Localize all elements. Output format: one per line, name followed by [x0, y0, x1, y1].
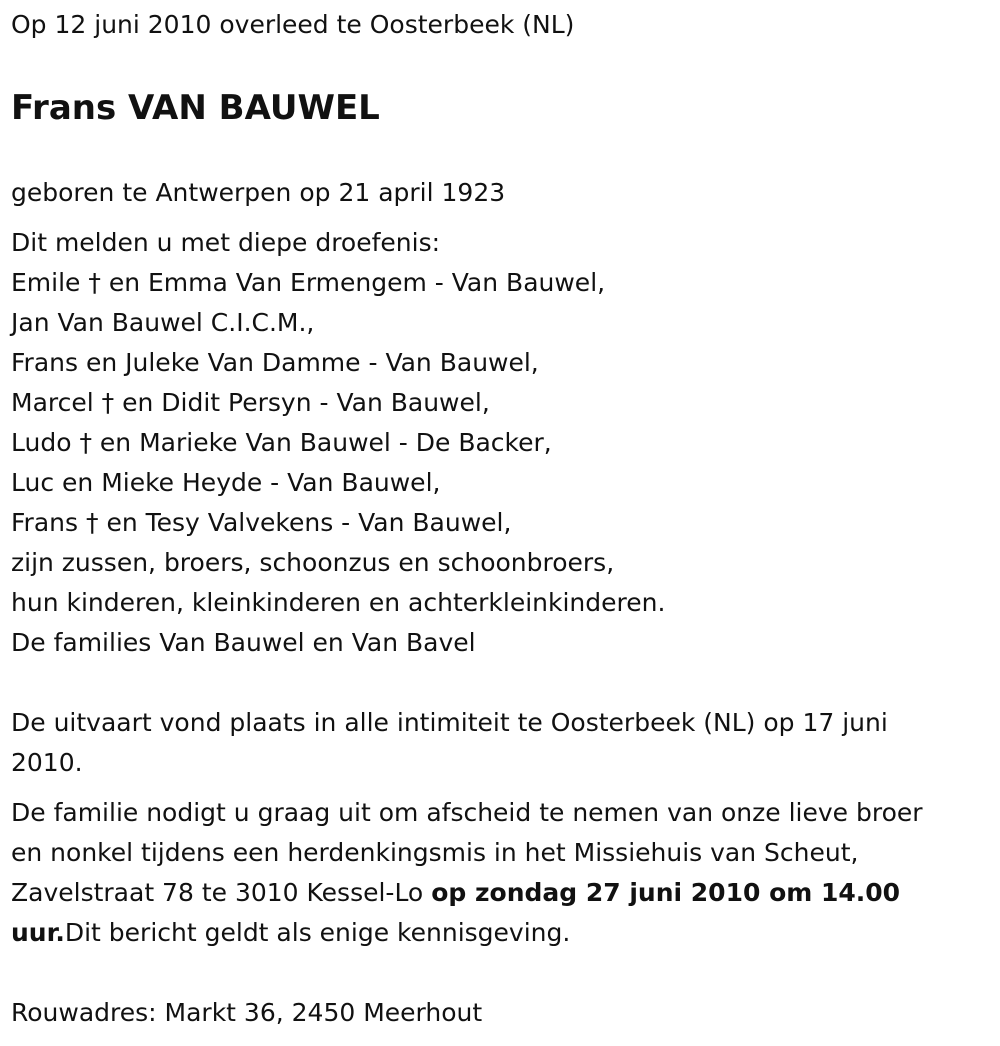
memorial-line: [11, 913, 570, 953]
deceased-name: Frans VAN BAUWEL: [11, 88, 380, 128]
funeral-line: De uitvaart vond plaats in alle intimiteit te Oosterbeek (NL) op 17 juni: [11, 708, 888, 737]
memorial-line: en nonkel tijdens een herdenkingsmis in het Missiehuis van Scheut,: [11, 838, 859, 867]
mourners-intro: Dit melden u met diepe droefenis:: [11, 228, 441, 257]
mourner-text: en Emma Van Ermengem - Van Bauwel,: [108, 268, 606, 297]
notice-statement: Dit bericht geldt als enige kennisgeving.: [64, 918, 571, 947]
mourner-line: [11, 583, 665, 623]
mourner-line: [11, 503, 511, 543]
mourner-text: Frans: [11, 508, 79, 537]
mourner-text: Jan Van Bauwel C.I.C.M.,: [11, 308, 315, 337]
funeral-line: 2010.: [11, 748, 83, 777]
mourning-address: Rouwadres: Markt 36, 2450 Meerhout: [11, 998, 483, 1027]
mourner-text: Emile: [11, 268, 81, 297]
cross-icon: †: [79, 428, 92, 457]
cross-icon: †: [85, 508, 99, 537]
mourner-text: en Didit Persyn - Van Bauwel,: [122, 388, 490, 417]
memorial-line: De familie nodigt u graag uit om afscheid te nemen van onze lieve broer: [11, 798, 923, 827]
mourner-line: [11, 303, 314, 343]
mourner-text: en Marieke Van Bauwel - De Backer,: [99, 428, 552, 457]
mourner-line: [11, 383, 490, 423]
death-line: Op 12 juni 2010 overleed te Oosterbeek (NL): [11, 10, 575, 39]
mourner-text: Marcel: [11, 388, 94, 417]
mourner-text: hun kinderen, kleinkinderen en achterkleinkinderen.: [11, 588, 666, 617]
mourner-text: De families Van Bauwel en Van Bavel: [11, 628, 476, 657]
memorial-datetime: op zondag 27 juni 2010 om 14.00: [431, 878, 901, 907]
mourner-line: [11, 463, 440, 503]
mourner-text: zijn zussen, broers, schoonzus en schoonbroers,: [11, 548, 615, 577]
memorial-line: [11, 873, 900, 913]
birth-line: geboren te Antwerpen op 21 april 1923: [11, 178, 506, 207]
mourner-line: [11, 263, 605, 303]
mourner-line: [11, 623, 476, 663]
cross-icon: †: [88, 268, 101, 297]
mourner-line: [11, 423, 552, 463]
mourner-text: Frans en Juleke Van Damme - Van Bauwel,: [11, 348, 539, 377]
mourner-text: en Tesy Valvekens - Van Bauwel,: [106, 508, 512, 537]
mourner-text: Ludo: [11, 428, 72, 457]
memorial-address: Zavelstraat 78 te 3010 Kessel-Lo: [11, 878, 432, 907]
memorial-datetime: uur.: [11, 918, 65, 947]
mourner-line: [11, 543, 614, 583]
mourner-line: [11, 343, 539, 383]
mourner-text: Luc en Mieke Heyde - Van Bauwel,: [11, 468, 441, 497]
cross-icon: †: [101, 388, 115, 417]
